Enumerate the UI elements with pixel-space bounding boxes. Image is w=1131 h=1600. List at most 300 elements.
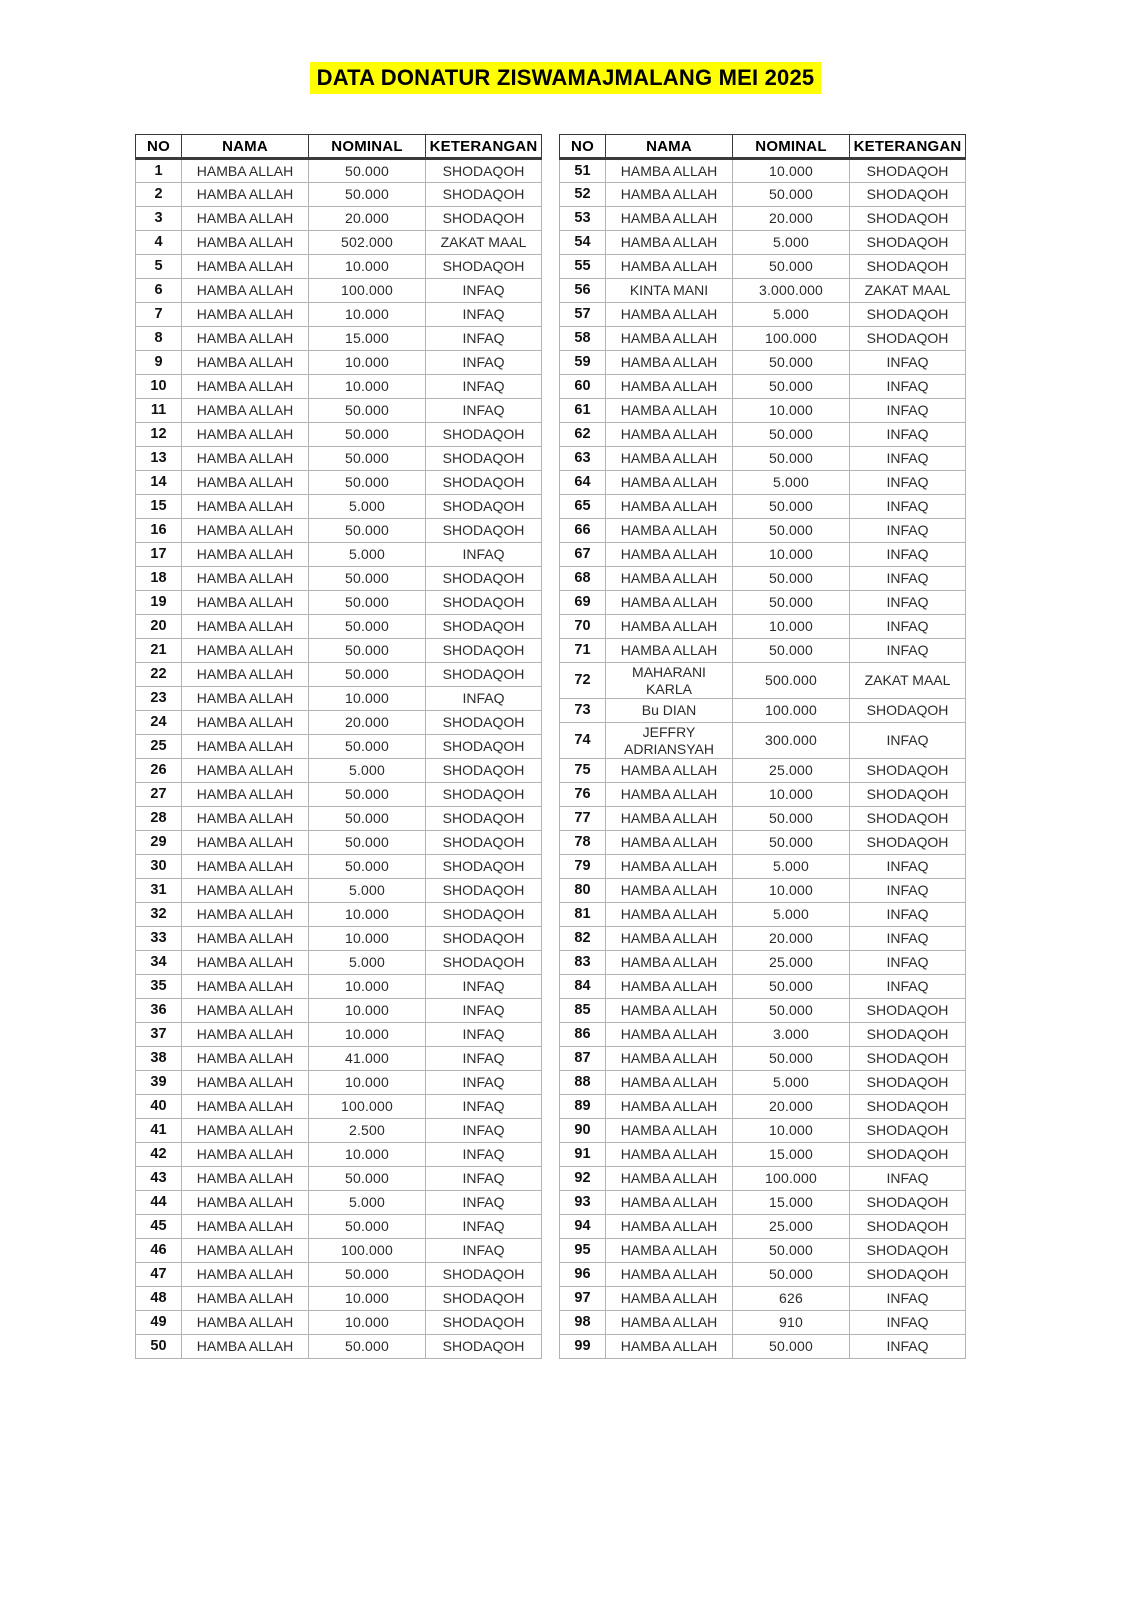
row-no-cell: 5 [136, 255, 182, 279]
donor-name-cell: HAMBA ALLAH [182, 951, 309, 975]
amount-cell: 15.000 [733, 1143, 850, 1167]
row-no-cell: 60 [560, 375, 606, 399]
donor-name-cell: HAMBA ALLAH [606, 207, 733, 231]
donor-name-cell: JEFFRY ADRIANSYAH [606, 723, 733, 759]
row-no-cell: 75 [560, 759, 606, 783]
donor-name-cell: HAMBA ALLAH [606, 1071, 733, 1095]
row-no-cell: 98 [560, 1311, 606, 1335]
category-cell: SHODAQOH [850, 1047, 966, 1071]
row-no-cell: 89 [560, 1095, 606, 1119]
category-cell: SHODAQOH [850, 699, 966, 723]
amount-cell: 50.000 [733, 1335, 850, 1359]
table-row [136, 711, 542, 735]
table-row [136, 903, 542, 927]
category-cell: INFAQ [850, 351, 966, 375]
category-cell: INFAQ [850, 723, 966, 759]
donor-table-left [135, 134, 542, 1359]
donor-name-cell: HAMBA ALLAH [182, 1047, 309, 1071]
category-cell: SHODAQOH [426, 591, 542, 615]
category-cell: INFAQ [850, 615, 966, 639]
amount-cell: 2.500 [309, 1119, 426, 1143]
row-no-cell: 81 [560, 903, 606, 927]
category-cell: SHODAQOH [850, 759, 966, 783]
table-row [560, 951, 966, 975]
amount-cell: 15.000 [733, 1191, 850, 1215]
row-no-cell: 96 [560, 1263, 606, 1287]
amount-cell: 5.000 [733, 303, 850, 327]
page-title: DATA DONATUR ZISWAMAJMALANG MEI 2025 [310, 62, 822, 94]
table-row [560, 1047, 966, 1071]
amount-cell: 3.000 [733, 1023, 850, 1047]
table-row [136, 471, 542, 495]
category-cell: SHODAQOH [426, 207, 542, 231]
table-row [136, 423, 542, 447]
category-cell: INFAQ [426, 375, 542, 399]
donor-name-cell: HAMBA ALLAH [182, 1335, 309, 1359]
amount-cell: 300.000 [733, 723, 850, 759]
category-cell: INFAQ [850, 399, 966, 423]
donor-name-cell: HAMBA ALLAH [182, 855, 309, 879]
category-cell: INFAQ [426, 327, 542, 351]
amount-cell: 100.000 [309, 279, 426, 303]
donor-name-cell: HAMBA ALLAH [182, 567, 309, 591]
category-cell: SHODAQOH [426, 903, 542, 927]
table-row [136, 591, 542, 615]
donor-name-cell: HAMBA ALLAH [182, 1215, 309, 1239]
table-row [560, 639, 966, 663]
row-no-cell: 93 [560, 1191, 606, 1215]
donor-name-cell: HAMBA ALLAH [182, 831, 309, 855]
row-no-cell: 22 [136, 663, 182, 687]
donor-name-cell: HAMBA ALLAH [182, 1143, 309, 1167]
row-no-cell: 29 [136, 831, 182, 855]
row-no-cell: 26 [136, 759, 182, 783]
table-row [136, 927, 542, 951]
amount-cell: 10.000 [733, 879, 850, 903]
amount-cell: 50.000 [309, 639, 426, 663]
row-no-cell: 56 [560, 279, 606, 303]
table-row [560, 783, 966, 807]
donor-name-cell: HAMBA ALLAH [606, 1191, 733, 1215]
title-container [0, 0, 1131, 94]
table-row [136, 687, 542, 711]
category-cell: INFAQ [426, 1095, 542, 1119]
donor-name-cell: KINTA MANI [606, 279, 733, 303]
table-row [560, 1191, 966, 1215]
row-no-cell: 9 [136, 351, 182, 375]
amount-cell: 10.000 [309, 687, 426, 711]
row-no-cell: 68 [560, 567, 606, 591]
row-no-cell: 48 [136, 1287, 182, 1311]
row-no-cell: 19 [136, 591, 182, 615]
row-no-cell: 54 [560, 231, 606, 255]
table-row [560, 231, 966, 255]
table-row [560, 1095, 966, 1119]
row-no-cell: 77 [560, 807, 606, 831]
amount-cell: 50.000 [733, 567, 850, 591]
amount-cell: 50.000 [733, 519, 850, 543]
amount-cell: 100.000 [733, 699, 850, 723]
row-no-cell: 3 [136, 207, 182, 231]
donor-name-cell: HAMBA ALLAH [182, 1311, 309, 1335]
donor-name-cell: HAMBA ALLAH [606, 639, 733, 663]
donor-name-cell: HAMBA ALLAH [606, 615, 733, 639]
category-cell: SHODAQOH [426, 927, 542, 951]
category-cell: SHODAQOH [850, 1191, 966, 1215]
category-cell: INFAQ [850, 1167, 966, 1191]
table-row [560, 615, 966, 639]
table-row [136, 495, 542, 519]
amount-cell: 10.000 [309, 255, 426, 279]
donor-name-cell: HAMBA ALLAH [182, 783, 309, 807]
donor-name-cell: HAMBA ALLAH [182, 735, 309, 759]
row-no-cell: 21 [136, 639, 182, 663]
row-no-cell: 67 [560, 543, 606, 567]
row-no-cell: 45 [136, 1215, 182, 1239]
amount-cell: 50.000 [733, 591, 850, 615]
category-cell: SHODAQOH [850, 831, 966, 855]
column-header: NOMINAL [733, 135, 850, 159]
row-no-cell: 78 [560, 831, 606, 855]
category-cell: INFAQ [850, 975, 966, 999]
category-cell: INFAQ [426, 999, 542, 1023]
category-cell: SHODAQOH [850, 183, 966, 207]
row-no-cell: 12 [136, 423, 182, 447]
amount-cell: 5.000 [309, 543, 426, 567]
amount-cell: 50.000 [733, 975, 850, 999]
table-row [136, 639, 542, 663]
row-no-cell: 85 [560, 999, 606, 1023]
category-cell: SHODAQOH [850, 1119, 966, 1143]
donor-name-cell: HAMBA ALLAH [606, 1239, 733, 1263]
amount-cell: 10.000 [309, 1071, 426, 1095]
category-cell: INFAQ [850, 447, 966, 471]
amount-cell: 50.000 [309, 183, 426, 207]
donor-name-cell: HAMBA ALLAH [606, 327, 733, 351]
category-cell: SHODAQOH [850, 1215, 966, 1239]
row-no-cell: 39 [136, 1071, 182, 1095]
column-header: KETERANGAN [426, 135, 542, 159]
amount-cell: 50.000 [733, 1239, 850, 1263]
donor-name-cell: HAMBA ALLAH [182, 399, 309, 423]
category-cell: SHODAQOH [426, 807, 542, 831]
amount-cell: 502.000 [309, 231, 426, 255]
category-cell: INFAQ [426, 1215, 542, 1239]
table-row [136, 1287, 542, 1311]
row-no-cell: 1 [136, 159, 182, 183]
table-row [560, 903, 966, 927]
category-cell: SHODAQOH [426, 1263, 542, 1287]
amount-cell: 10.000 [309, 1311, 426, 1335]
table-row [136, 351, 542, 375]
category-cell: INFAQ [426, 1119, 542, 1143]
table-row [560, 327, 966, 351]
row-no-cell: 28 [136, 807, 182, 831]
category-cell: INFAQ [850, 879, 966, 903]
donor-name-cell: HAMBA ALLAH [182, 975, 309, 999]
table-row [136, 1215, 542, 1239]
category-cell: INFAQ [426, 687, 542, 711]
donor-name-cell: HAMBA ALLAH [182, 1167, 309, 1191]
amount-cell: 100.000 [733, 1167, 850, 1191]
category-cell: SHODAQOH [426, 759, 542, 783]
row-no-cell: 10 [136, 375, 182, 399]
row-no-cell: 40 [136, 1095, 182, 1119]
table-row [560, 723, 966, 759]
amount-cell: 50.000 [309, 1263, 426, 1287]
table-row [560, 831, 966, 855]
amount-cell: 5.000 [733, 471, 850, 495]
row-no-cell: 83 [560, 951, 606, 975]
row-no-cell: 76 [560, 783, 606, 807]
column-header: NOMINAL [309, 135, 426, 159]
category-cell: SHODAQOH [426, 711, 542, 735]
category-cell: INFAQ [426, 303, 542, 327]
amount-cell: 10.000 [733, 1119, 850, 1143]
category-cell: SHODAQOH [850, 783, 966, 807]
category-cell: INFAQ [850, 591, 966, 615]
category-cell: SHODAQOH [850, 999, 966, 1023]
table-row [560, 1143, 966, 1167]
row-no-cell: 18 [136, 567, 182, 591]
amount-cell: 50.000 [733, 183, 850, 207]
category-cell: INFAQ [426, 1023, 542, 1047]
tables-container [135, 134, 1131, 1359]
category-cell: SHODAQOH [850, 303, 966, 327]
row-no-cell: 16 [136, 519, 182, 543]
amount-cell: 10.000 [309, 375, 426, 399]
row-no-cell: 57 [560, 303, 606, 327]
amount-cell: 10.000 [309, 999, 426, 1023]
category-cell: INFAQ [850, 543, 966, 567]
row-no-cell: 44 [136, 1191, 182, 1215]
amount-cell: 25.000 [733, 1215, 850, 1239]
table-row [560, 1239, 966, 1263]
category-cell: SHODAQOH [426, 855, 542, 879]
amount-cell: 10.000 [733, 159, 850, 183]
category-cell: SHODAQOH [426, 951, 542, 975]
table-row [560, 183, 966, 207]
table-row [136, 975, 542, 999]
category-cell: INFAQ [426, 543, 542, 567]
row-no-cell: 84 [560, 975, 606, 999]
table-row [560, 255, 966, 279]
row-no-cell: 80 [560, 879, 606, 903]
amount-cell: 50.000 [309, 447, 426, 471]
donor-name-cell: HAMBA ALLAH [606, 1167, 733, 1191]
donor-name-cell: HAMBA ALLAH [606, 1143, 733, 1167]
amount-cell: 5.000 [309, 1191, 426, 1215]
donor-name-cell: HAMBA ALLAH [182, 879, 309, 903]
category-cell: SHODAQOH [426, 183, 542, 207]
category-cell: ZAKAT MAAL [850, 663, 966, 699]
table-row [136, 375, 542, 399]
column-header: NAMA [606, 135, 733, 159]
table-row [136, 303, 542, 327]
table-row [560, 1263, 966, 1287]
row-no-cell: 61 [560, 399, 606, 423]
amount-cell: 50.000 [733, 999, 850, 1023]
table-row [560, 519, 966, 543]
category-cell: SHODAQOH [426, 1311, 542, 1335]
category-cell: ZAKAT MAAL [850, 279, 966, 303]
column-header: NO [560, 135, 606, 159]
table-row [560, 927, 966, 951]
table-row [136, 399, 542, 423]
table-row [560, 699, 966, 723]
donor-name-cell: HAMBA ALLAH [606, 399, 733, 423]
donor-name-cell: HAMBA ALLAH [606, 1023, 733, 1047]
donor-name-cell: HAMBA ALLAH [182, 807, 309, 831]
amount-cell: 3.000.000 [733, 279, 850, 303]
amount-cell: 10.000 [309, 903, 426, 927]
table-row [136, 1191, 542, 1215]
donor-name-cell: HAMBA ALLAH [606, 951, 733, 975]
amount-cell: 5.000 [309, 759, 426, 783]
amount-cell: 20.000 [733, 927, 850, 951]
row-no-cell: 90 [560, 1119, 606, 1143]
donor-name-cell: HAMBA ALLAH [182, 1287, 309, 1311]
amount-cell: 10.000 [309, 351, 426, 375]
donor-name-cell: HAMBA ALLAH [606, 303, 733, 327]
row-no-cell: 2 [136, 183, 182, 207]
table-row [136, 255, 542, 279]
category-cell: SHODAQOH [426, 1335, 542, 1359]
row-no-cell: 30 [136, 855, 182, 879]
category-cell: INFAQ [850, 855, 966, 879]
donor-name-cell: HAMBA ALLAH [606, 1311, 733, 1335]
category-cell: SHODAQOH [426, 663, 542, 687]
category-cell: SHODAQOH [426, 447, 542, 471]
row-no-cell: 88 [560, 1071, 606, 1095]
category-cell: SHODAQOH [850, 159, 966, 183]
donor-name-cell: HAMBA ALLAH [606, 447, 733, 471]
category-cell: INFAQ [426, 1239, 542, 1263]
table-row [136, 1119, 542, 1143]
row-no-cell: 94 [560, 1215, 606, 1239]
donor-name-cell: HAMBA ALLAH [606, 255, 733, 279]
amount-cell: 5.000 [309, 495, 426, 519]
donor-name-cell: HAMBA ALLAH [606, 783, 733, 807]
category-cell: SHODAQOH [426, 567, 542, 591]
row-no-cell: 51 [560, 159, 606, 183]
category-cell: SHODAQOH [850, 231, 966, 255]
amount-cell: 50.000 [309, 1215, 426, 1239]
table-row [560, 807, 966, 831]
amount-cell: 50.000 [733, 351, 850, 375]
donor-name-cell: HAMBA ALLAH [606, 927, 733, 951]
table-row [560, 207, 966, 231]
donor-name-cell: HAMBA ALLAH [182, 183, 309, 207]
donor-name-cell: HAMBA ALLAH [606, 975, 733, 999]
table-row [136, 951, 542, 975]
table-row [560, 303, 966, 327]
category-cell: INFAQ [850, 375, 966, 399]
category-cell: SHODAQOH [850, 1263, 966, 1287]
row-no-cell: 87 [560, 1047, 606, 1071]
donor-name-cell: HAMBA ALLAH [606, 1287, 733, 1311]
table-row [136, 447, 542, 471]
category-cell: SHODAQOH [426, 159, 542, 183]
table-row [136, 543, 542, 567]
amount-cell: 50.000 [733, 495, 850, 519]
amount-cell: 50.000 [733, 807, 850, 831]
table-row [560, 375, 966, 399]
amount-cell: 25.000 [733, 759, 850, 783]
category-cell: INFAQ [426, 351, 542, 375]
row-no-cell: 34 [136, 951, 182, 975]
row-no-cell: 4 [136, 231, 182, 255]
donor-name-cell: HAMBA ALLAH [606, 159, 733, 183]
category-cell: INFAQ [850, 1311, 966, 1335]
table-row [560, 471, 966, 495]
donor-name-cell: HAMBA ALLAH [606, 567, 733, 591]
table-row [560, 1167, 966, 1191]
category-cell: SHODAQOH [426, 495, 542, 519]
row-no-cell: 15 [136, 495, 182, 519]
donor-name-cell: HAMBA ALLAH [182, 351, 309, 375]
row-no-cell: 41 [136, 1119, 182, 1143]
row-no-cell: 63 [560, 447, 606, 471]
donor-name-cell: HAMBA ALLAH [182, 639, 309, 663]
amount-cell: 500.000 [733, 663, 850, 699]
table-row [136, 999, 542, 1023]
amount-cell: 20.000 [733, 1095, 850, 1119]
amount-cell: 50.000 [309, 567, 426, 591]
category-cell: SHODAQOH [426, 471, 542, 495]
table-row [560, 1071, 966, 1095]
column-header: NO [136, 135, 182, 159]
donor-name-cell: HAMBA ALLAH [182, 279, 309, 303]
amount-cell: 50.000 [309, 663, 426, 687]
row-no-cell: 35 [136, 975, 182, 999]
table-row [136, 855, 542, 879]
amount-cell: 50.000 [733, 375, 850, 399]
category-cell: SHODAQOH [426, 639, 542, 663]
table-row [560, 567, 966, 591]
table-row [136, 1095, 542, 1119]
row-no-cell: 13 [136, 447, 182, 471]
amount-cell: 50.000 [733, 831, 850, 855]
row-no-cell: 99 [560, 1335, 606, 1359]
donor-name-cell: HAMBA ALLAH [606, 1215, 733, 1239]
row-no-cell: 70 [560, 615, 606, 639]
category-cell: SHODAQOH [850, 807, 966, 831]
amount-cell: 50.000 [309, 423, 426, 447]
table-row [560, 591, 966, 615]
row-no-cell: 73 [560, 699, 606, 723]
table-row [136, 1167, 542, 1191]
row-no-cell: 82 [560, 927, 606, 951]
table-row [136, 615, 542, 639]
row-no-cell: 92 [560, 1167, 606, 1191]
table-row [136, 183, 542, 207]
category-cell: SHODAQOH [426, 735, 542, 759]
donor-name-cell: HAMBA ALLAH [606, 879, 733, 903]
donor-name-cell: HAMBA ALLAH [182, 711, 309, 735]
row-no-cell: 69 [560, 591, 606, 615]
amount-cell: 10.000 [733, 783, 850, 807]
category-cell: INFAQ [426, 1047, 542, 1071]
table-row [560, 1287, 966, 1311]
category-cell: SHODAQOH [426, 783, 542, 807]
amount-cell: 5.000 [309, 879, 426, 903]
category-cell: INFAQ [426, 1071, 542, 1095]
amount-cell: 20.000 [309, 207, 426, 231]
table-row [136, 1311, 542, 1335]
row-no-cell: 72 [560, 663, 606, 699]
row-no-cell: 20 [136, 615, 182, 639]
